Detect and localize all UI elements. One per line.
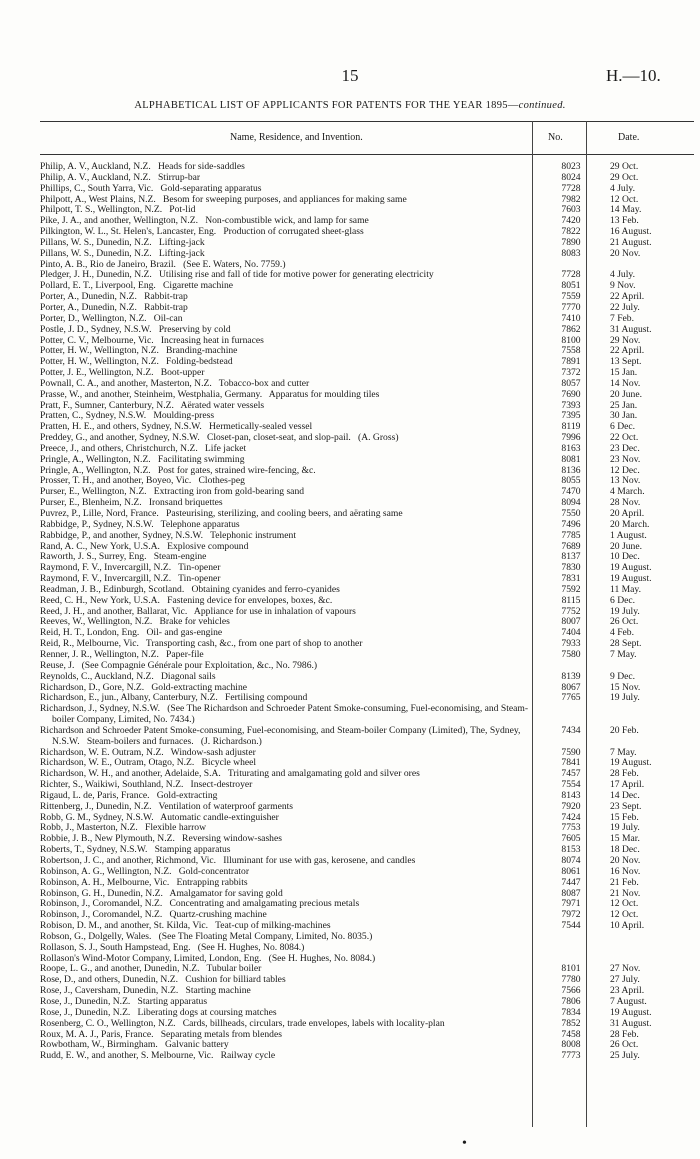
- applicant-entry: Robb, J., Masterton, N.Z. Flexible harrow: [40, 822, 207, 834]
- patent-number: 8143: [561, 789, 581, 801]
- patent-number: 8115: [561, 594, 581, 606]
- patent-number: 8023: [561, 161, 581, 172]
- patent-number: 7920: [561, 800, 581, 812]
- patent-date: 14 Dec.: [610, 789, 640, 801]
- patent-date: 25 July.: [610, 1050, 640, 1062]
- applicant-entry: Reid, R., Melbourne, Vic. Transporting cash, &c., from one part of shop to another: [40, 638, 363, 650]
- patent-number: 7862: [561, 323, 581, 335]
- applicant-entry: Reuse, J. (See Compagnie Générale pour Exploitation, &c., No. 7986.): [40, 659, 318, 671]
- patent-number: 7559: [561, 291, 581, 303]
- patent-number: 8100: [561, 334, 581, 346]
- patent-number: 7773: [561, 1050, 581, 1062]
- patent-date: 4 March.: [610, 486, 645, 498]
- patent-date: 13 Nov.: [610, 475, 641, 487]
- patent-date: 19 July.: [610, 605, 640, 617]
- patent-date: 20 Nov.: [610, 247, 641, 259]
- table-row: [40, 184, 694, 195]
- table-row: [40, 878, 694, 889]
- applicant-entry: Raworth, J. S., Surrey, Eng. Steam-engine: [40, 551, 207, 563]
- patent-date: 1 August.: [610, 529, 647, 541]
- patent-date: 16 August.: [610, 226, 652, 238]
- applicant-entry: Richardson, E., jun., Albany, Canterbury, N.Z. Fertilising compound: [40, 692, 308, 704]
- applicant-entry: Pringle, A., Wellington, N.Z. Facilitating swimming: [40, 453, 245, 465]
- patent-number: 8024: [561, 171, 581, 183]
- applicant-entry: Philip, A. V., Auckland, N.Z. Heads for side-saddles: [40, 161, 245, 172]
- patent-number: 8136: [561, 464, 581, 476]
- patent-number: 7592: [561, 583, 581, 595]
- patent-date: 30 Jan.: [610, 410, 638, 422]
- patent-date: 28 Feb.: [610, 768, 639, 780]
- patent-number: 7971: [561, 898, 581, 910]
- patent-date: 21 Nov.: [610, 887, 641, 899]
- patent-date: 19 August.: [610, 757, 652, 769]
- patent-date: 14 Nov.: [610, 377, 641, 389]
- applicant-entry: Richardson, W. E., Outram, Otago, N.Z. Bicycle wheel: [40, 757, 257, 769]
- applicant-entry: Readman, J. B., Edinburgh, Scotland. Obtaining cyanides and ferro-cyanides: [40, 583, 340, 595]
- patent-number: 7372: [561, 367, 581, 379]
- table-row: [40, 802, 694, 813]
- patent-date: 22 April.: [610, 291, 645, 303]
- patent-number: 7770: [561, 301, 581, 313]
- table-row: [40, 390, 694, 401]
- applicant-entry: Reeves, W., Wellington, N.Z. Brake for vehicles: [40, 616, 230, 628]
- page-mark: •: [462, 1136, 467, 1151]
- applicant-entry: Preddey, G., and another, Sydney, N.S.W. Closet-pan, closet-seat, and slop-pail. (A. Gross): [40, 432, 399, 444]
- applicant-entry: Purser, E., Wellington, N.Z. Extracting iron from gold-bearing sand: [40, 486, 305, 498]
- patent-number: 7933: [561, 638, 581, 650]
- patent-number: 7404: [561, 627, 581, 639]
- patent-number: 7447: [561, 876, 581, 888]
- patent-date: [598, 932, 690, 943]
- patent-date: 15 Mar.: [610, 833, 640, 845]
- patent-number: 8163: [561, 442, 581, 454]
- applicant-entry: Philpott, A., West Plains, N.Z. Besom for sweeping purposes, and appliances for making same: [40, 193, 407, 205]
- patent-date: 19 August.: [610, 1006, 652, 1018]
- applicant-entry: Phillips, C., South Yarra, Vic. Gold-separating apparatus: [40, 182, 262, 194]
- applicant-entry: Porter, A., Dunedin, N.Z. Rabbit-trap: [40, 301, 188, 313]
- patent-date: 28 Feb.: [610, 1028, 639, 1040]
- patent-number: 7830: [561, 562, 581, 574]
- table-row: [40, 325, 694, 336]
- applicant-entry: Raymond, F. V., Invercargill, N.Z. Tin-opener: [40, 562, 221, 574]
- applicant-entry: Pringle, A., Wellington, N.Z. Post for gates, strained wire-fencing, &c.: [40, 464, 316, 476]
- patent-date: 20 Nov.: [610, 855, 641, 866]
- patent-number: 8007: [561, 616, 581, 628]
- patent-date: 22 July.: [610, 301, 640, 313]
- patent-date: 23 Sept.: [610, 800, 642, 812]
- patent-number: [544, 943, 598, 954]
- applicant-entry: Rittenberg, J., Dunedin, N.Z. Ventilation of waterproof garments: [40, 800, 294, 812]
- applicant-entry: Robbie, J. B., New Plymouth, N.Z. Reversing window-sashes: [40, 833, 282, 845]
- patent-number: 7689: [561, 540, 581, 552]
- patent-date: 17 April.: [610, 779, 645, 791]
- patent-date: 15 Feb.: [610, 811, 639, 823]
- patent-number: 7765: [561, 692, 581, 704]
- patent-number: 7590: [561, 746, 581, 758]
- patent-number: 7831: [561, 573, 581, 585]
- applicant-entry: Raymond, F. V., Invercargill, N.Z. Tin-opener: [40, 573, 221, 585]
- applicant-entry: Potter, H. W., Wellington, N.Z. Folding-bedstead: [40, 356, 233, 368]
- patent-date: 10 Dec.: [610, 551, 640, 563]
- applicant-entry: Prasse, W., and another, Steinheim, Westphalia, Germany. Apparatus for moulding tiles: [40, 388, 380, 400]
- applicant-entry: Robinson, J., Coromandel, N.Z. Quartz-crushing machine: [40, 909, 267, 921]
- applicant-entry: Richardson, J., Sydney, N.S.W. (See The Richardson and Schroeder Patent Smoke-consuming, Fuel-economising, and Steam-boiler Company, Limited, No. 7434.): [40, 703, 529, 726]
- patent-date: 19 August.: [610, 562, 652, 574]
- applicant-entry: Potter, H. W., Wellington, N.Z. Branding-machine: [40, 345, 238, 357]
- applicant-entry: Pinto, A. B., Rio de Janeiro, Brazil. (See E. Waters, No. 7759.): [40, 258, 286, 270]
- patent-date: 7 Feb.: [610, 312, 634, 324]
- applicant-entry: Philpott, T. S., Wellington, N.Z. Pot-lid: [40, 204, 196, 216]
- patent-date: 11 May.: [610, 583, 641, 595]
- patent-date: 15 Jan.: [610, 367, 638, 379]
- applicant-entry: Robinson, A. H., Melbourne, Vic. Entrapping rabbits: [40, 876, 248, 888]
- applicant-entry: Pratten, C., Sydney, N.S.W. Moulding-press: [40, 410, 215, 422]
- patent-number: 8087: [561, 887, 581, 899]
- applicant-entry: Robson, G., Dolgelly, Wales. (See The Floating Metal Company, Limited, No. 8035.): [40, 930, 373, 942]
- patent-date: 12 Dec.: [610, 464, 640, 476]
- patent-number: 7728: [561, 182, 581, 194]
- applicant-entry: Pledger, J. H., Dunedin, N.Z. Utilising rise and fall of tide for motive power for generating electricity: [40, 269, 434, 281]
- header-bottom-rule: [40, 154, 694, 155]
- patent-number: 8083: [561, 247, 581, 259]
- patent-number: 7890: [561, 236, 581, 248]
- patent-number: 7496: [561, 518, 581, 530]
- table-row: [40, 704, 694, 726]
- patent-date: 20 March.: [610, 518, 650, 530]
- patent-number: 7393: [561, 399, 581, 411]
- applicant-entry: Postle, J. D., Sydney, N.S.W. Preserving by cold: [40, 323, 231, 335]
- patent-date: 4 July.: [610, 182, 635, 194]
- patent-date: 19 August.: [610, 573, 652, 585]
- applicant-entry: Rose, J., Dunedin, N.Z. Starting apparatus: [40, 995, 208, 1007]
- patent-date: 9 Dec.: [610, 670, 636, 682]
- page-number: 15: [341, 66, 359, 85]
- column-header-name: Name, Residence, and Invention.: [230, 132, 363, 143]
- patent-date: 12 Oct.: [610, 193, 639, 205]
- patent-date: 15 Nov.: [610, 681, 641, 693]
- patent-date: 28 Sept.: [610, 638, 642, 650]
- table-row: [40, 596, 694, 607]
- patent-number: 8008: [561, 1039, 581, 1051]
- table-row: [40, 1051, 694, 1062]
- table-row: [40, 726, 694, 748]
- patent-number: 7822: [561, 226, 581, 238]
- applicant-entry: Prosser, T. H., and another, Boyeo, Vic. Clothes-peg: [40, 475, 245, 487]
- patent-date: 25 Jan.: [610, 399, 638, 411]
- patent-number: 7458: [561, 1028, 581, 1040]
- applicant-entry: Pratten, H. E., and others, Sydney, N.S.W. Hermetically-sealed vessel: [40, 421, 313, 433]
- patent-number: 8101: [561, 963, 581, 975]
- patent-date: 31 August.: [610, 323, 652, 335]
- title-continued: continued.: [518, 100, 566, 111]
- patent-date: 22 Oct.: [610, 432, 639, 444]
- patent-date: 20 April.: [610, 508, 645, 519]
- patent-number: 7566: [561, 985, 581, 997]
- applicant-entry: Purser, E., Blenheim, N.Z. Ironsand briquettes: [40, 497, 223, 509]
- patent-number: 8055: [561, 475, 581, 487]
- patent-number: 8094: [561, 497, 581, 509]
- applicant-entry: Rose, J., Dunedin, N.Z. Liberating dogs at coursing matches: [40, 1006, 277, 1018]
- patent-date: 19 July.: [610, 822, 640, 834]
- applicant-entry: Reynolds, C., Auckland, N.Z. Diagonal sails: [40, 670, 216, 682]
- patent-number: 7544: [561, 920, 581, 932]
- applicant-entry: Robb, G. M., Sydney, N.S.W. Automatic candle-extinguisher: [40, 811, 279, 823]
- patent-number: 7434: [561, 724, 581, 736]
- patent-date: 4 July.: [610, 269, 635, 281]
- patent-number: 7420: [561, 215, 581, 227]
- patent-date: 12 Oct.: [610, 898, 639, 910]
- applicant-entry: Richardson and Schroeder Patent Smoke-consuming, Fuel-economising, and Steam-boiler Company (Limited), The, Sydney, N.S.W. Steam-boilers and furnaces. (J. Richardson.): [40, 724, 523, 747]
- document-reference: H.—10.: [606, 66, 661, 85]
- patent-date: 10 April.: [610, 920, 645, 932]
- patent-number: [544, 932, 598, 943]
- applicant-entry: Potter, J. E., Wellington, N.Z. Boot-upper: [40, 367, 205, 379]
- patent-date: 20 June.: [610, 540, 642, 552]
- patent-number: 7605: [561, 833, 581, 845]
- patent-number: 7603: [561, 204, 581, 216]
- patent-date: 23 April.: [610, 985, 645, 997]
- applicant-entry: Pilkington, W. L., St. Helen's, Lancaster, Eng. Production of corrugated sheet-glass: [40, 226, 364, 238]
- patent-number: 8153: [561, 844, 581, 856]
- applicant-entry: Richardson, W. E. Outram, N.Z. Window-sash adjuster: [40, 746, 256, 758]
- applicant-entry: Reed, C. H., New York, U.S.A. Fastening device for envelopes, boxes, &c.: [40, 594, 333, 606]
- patent-date: [598, 704, 690, 726]
- patent-number: 7785: [561, 529, 581, 541]
- patent-number: 8081: [561, 453, 581, 465]
- patent-number: 7550: [561, 508, 581, 519]
- applicant-entry: Pratt, F., Sumner, Canterbury, N.Z. Aërated water vessels: [40, 399, 265, 411]
- applicant-entry: Preece, J., and others, Christchurch, N.Z. Life jacket: [40, 442, 247, 454]
- patent-date: 13 Sept.: [610, 356, 642, 368]
- patent-number: 7395: [561, 410, 581, 422]
- patent-number: 7424: [561, 811, 581, 823]
- applicant-entry: Rollason's Wind-Motor Company, Limited, London, Eng. (See H. Hughes, No. 8084.): [40, 952, 376, 964]
- patent-number: 8057: [561, 377, 581, 389]
- table-row: [40, 455, 694, 466]
- applicant-entry: Rabbidge, P., and another, Sydney, N.S.W. Telephonic instrument: [40, 529, 296, 541]
- applicant-entry: Richardson, W. H., and another, Adelaide, S.A. Triturating and amalgamating gold and silver ores: [40, 768, 420, 780]
- applicant-entry: Pillans, W. S., Dunedin, N.Z. Lifting-jack: [40, 247, 205, 259]
- applicant-entry: Rudd, E. W., and another, S. Melbourne, Vic. Railway cycle: [40, 1050, 276, 1062]
- patent-number: 8051: [561, 280, 581, 292]
- patent-number: 7806: [561, 995, 581, 1007]
- patent-date: 6 Dec.: [610, 421, 636, 433]
- patent-date: 29 Oct.: [610, 161, 639, 172]
- patent-date: 21 Feb.: [610, 876, 639, 888]
- patent-date: 27 July.: [610, 974, 640, 986]
- title-main: ALPHABETICAL LIST OF APPLICANTS FOR PATENTS FOR THE YEAR 1895—: [134, 100, 519, 111]
- patent-date: 18 Dec.: [610, 844, 640, 856]
- applicant-entry: Porter, A., Dunedin, N.Z. Rabbit-trap: [40, 291, 188, 303]
- patent-date: 20 Feb.: [610, 724, 639, 736]
- patent-number: 8119: [561, 421, 581, 433]
- patent-date: 19 July.: [610, 692, 640, 704]
- patent-date: 26 Oct.: [610, 1039, 639, 1051]
- applicant-entry: Pownall, C. A., and another, Masterton, N.Z. Tobacco-box and cutter: [40, 377, 310, 389]
- patent-number: [544, 704, 598, 726]
- patent-number: 7841: [561, 757, 581, 769]
- applicant-entry: Philip, A. V., Auckland, N.Z. Stirrup-bar: [40, 171, 201, 183]
- patent-date: 12 Oct.: [610, 909, 639, 921]
- patent-date: 23 Dec.: [610, 442, 640, 454]
- header-top-rule: [40, 121, 694, 122]
- patent-date: 29 Nov.: [610, 334, 641, 346]
- patent-date: 7 May.: [610, 746, 637, 758]
- patent-date: 7 May.: [610, 648, 637, 660]
- applicant-entry: Roux, M. A. J., Paris, France. Separating metals from blendes: [40, 1028, 282, 1040]
- applicant-entry: Porter, D., Wellington, N.Z. Oil-can: [40, 312, 183, 324]
- applicant-list: [40, 162, 694, 1062]
- applicant-entry: Roope, L. G., and another, Dunedin, N.Z. Tubular boiler: [40, 963, 262, 975]
- applicant-entry: Pollard, E. T., Liverpool, Eng. Cigarette machine: [40, 280, 234, 292]
- applicant-entry: Rigaud, L. de, Paris, France. Gold-extracting: [40, 789, 218, 801]
- patent-number: 8061: [561, 865, 581, 877]
- patent-date: 26 Oct.: [610, 616, 639, 628]
- applicant-entry: Roberts, T., Sydney, N.S.W. Stamping apparatus: [40, 844, 231, 856]
- applicant-entry: Rosenberg, C. O., Wellington, N.Z. Cards, billheads, circulars, trade envelopes, labels with locality-plan: [40, 1017, 445, 1029]
- applicant-entry: Rose, J., Caversham, Dunedin, N.Z. Starting machine: [40, 985, 251, 997]
- patent-date: [598, 943, 690, 954]
- patent-number: 7982: [561, 193, 581, 205]
- patent-date: 6 Dec.: [610, 594, 636, 606]
- applicant-entry: Pillans, W. S., Dunedin, N.Z. Lifting-jack: [40, 236, 205, 248]
- patent-date: 9 Nov.: [610, 280, 636, 292]
- patent-date: 7 August.: [610, 995, 647, 1007]
- patent-number: 7690: [561, 388, 581, 400]
- applicant-entry: Rowbotham, W., Birmingham. Galvanic battery: [40, 1039, 229, 1051]
- applicant-entry: Rollason, S. J., South Hampstead, Eng. (See H. Hughes, No. 8084.): [40, 941, 305, 953]
- applicant-entry: Richardson, D., Gore, N.Z. Gold-extracting machine: [40, 681, 248, 693]
- applicant-entry: Robinson, A. G., Wellington, N.Z. Gold-concentrator: [40, 865, 250, 877]
- patent-number: 7728: [561, 269, 581, 281]
- patent-date: 23 Nov.: [610, 453, 641, 465]
- patent-date: 21 August.: [610, 236, 652, 248]
- table-row: [40, 943, 694, 954]
- applicant-entry: Renner, J. R., Wellington, N.Z. Paper-file: [40, 648, 204, 660]
- patent-number: 7852: [561, 1017, 581, 1029]
- applicant-entry: Robertson, J. C., and another, Richmond, Vic. Illuminant for use with gas, kerosene, and candles: [40, 855, 416, 866]
- patent-number: 7780: [561, 974, 581, 986]
- applicant-entry: Rand, A. C., New York, U.S.A. Explosive compound: [40, 540, 249, 552]
- patent-number: 8074: [561, 855, 581, 866]
- patent-number: 7753: [561, 822, 581, 834]
- patent-number: 7891: [561, 356, 581, 368]
- table-row: [40, 1019, 694, 1030]
- applicant-entry: Puvrez, P., Lille, Nord, France. Pasteurising, sterilizing, and cooling beers, and aërating same: [40, 508, 403, 519]
- applicant-entry: Robinson, G. H., Dunedin, N.Z. Amalgamator for saving gold: [40, 887, 283, 899]
- table-row: [40, 531, 694, 542]
- patent-date: 16 Nov.: [610, 865, 641, 877]
- applicant-entry: Rabbidge, P., Sydney, N.S.W. Telephone apparatus: [40, 518, 240, 530]
- patent-number: 8137: [561, 551, 581, 563]
- patent-date: 4 Feb.: [610, 627, 634, 639]
- column-header-date: Date.: [618, 132, 640, 143]
- patent-number: 7554: [561, 779, 581, 791]
- page-title: [0, 100, 700, 111]
- patent-number: 7752: [561, 605, 581, 617]
- patent-number: 7410: [561, 312, 581, 324]
- patent-number: 8139: [561, 670, 581, 682]
- patent-number: 7996: [561, 432, 581, 444]
- patent-number: 7834: [561, 1006, 581, 1018]
- applicant-entry: Potter, C. V., Melbourne, Vic. Increasing heat in furnaces: [40, 334, 264, 346]
- patent-number: 7457: [561, 768, 581, 780]
- patent-date: 20 June.: [610, 388, 642, 400]
- table-row: [40, 672, 694, 683]
- applicant-entry: Rose, D., and others, Dunedin, N.Z. Cushion for billiard tables: [40, 974, 286, 986]
- patent-number: 8067: [561, 681, 581, 693]
- patent-date: 28 Nov.: [610, 497, 641, 509]
- applicant-entry: Richter, S., Waikiwi, Southland, N.Z. Insect-destroyer: [40, 779, 253, 791]
- patent-date: 31 August.: [610, 1017, 652, 1029]
- column-header-no: No.: [548, 132, 563, 143]
- applicant-entry: Robison, D. M., and another, St. Kilda, Vic. Teat-cup of milking-machines: [40, 920, 331, 932]
- patent-number: 7558: [561, 345, 581, 357]
- patent-number: 7972: [561, 909, 581, 921]
- applicant-entry: Reid, H. T., London, Eng. Oil- and gas-engine: [40, 627, 223, 639]
- patent-number: 7580: [561, 648, 581, 660]
- patent-date: 27 Nov.: [610, 963, 641, 975]
- patent-date: 13 Feb.: [610, 215, 639, 227]
- table-row: [40, 249, 694, 260]
- patent-date: 22 April.: [610, 345, 645, 357]
- applicant-entry: Robinson, J., Coromandel, N.Z. Concentrating and amalgamating precious metals: [40, 898, 360, 910]
- patent-date: 14 May.: [610, 204, 642, 216]
- applicant-entry: Pike, J. A., and another, Wellington, N.Z. Non-combustible wick, and lamp for same: [40, 215, 369, 227]
- patent-date: 29 Oct.: [610, 171, 639, 183]
- patent-number: 7470: [561, 486, 581, 498]
- applicant-entry: Reed, J. H., and another, Ballarat, Vic. Appliance for use in inhalation of vapours: [40, 605, 356, 617]
